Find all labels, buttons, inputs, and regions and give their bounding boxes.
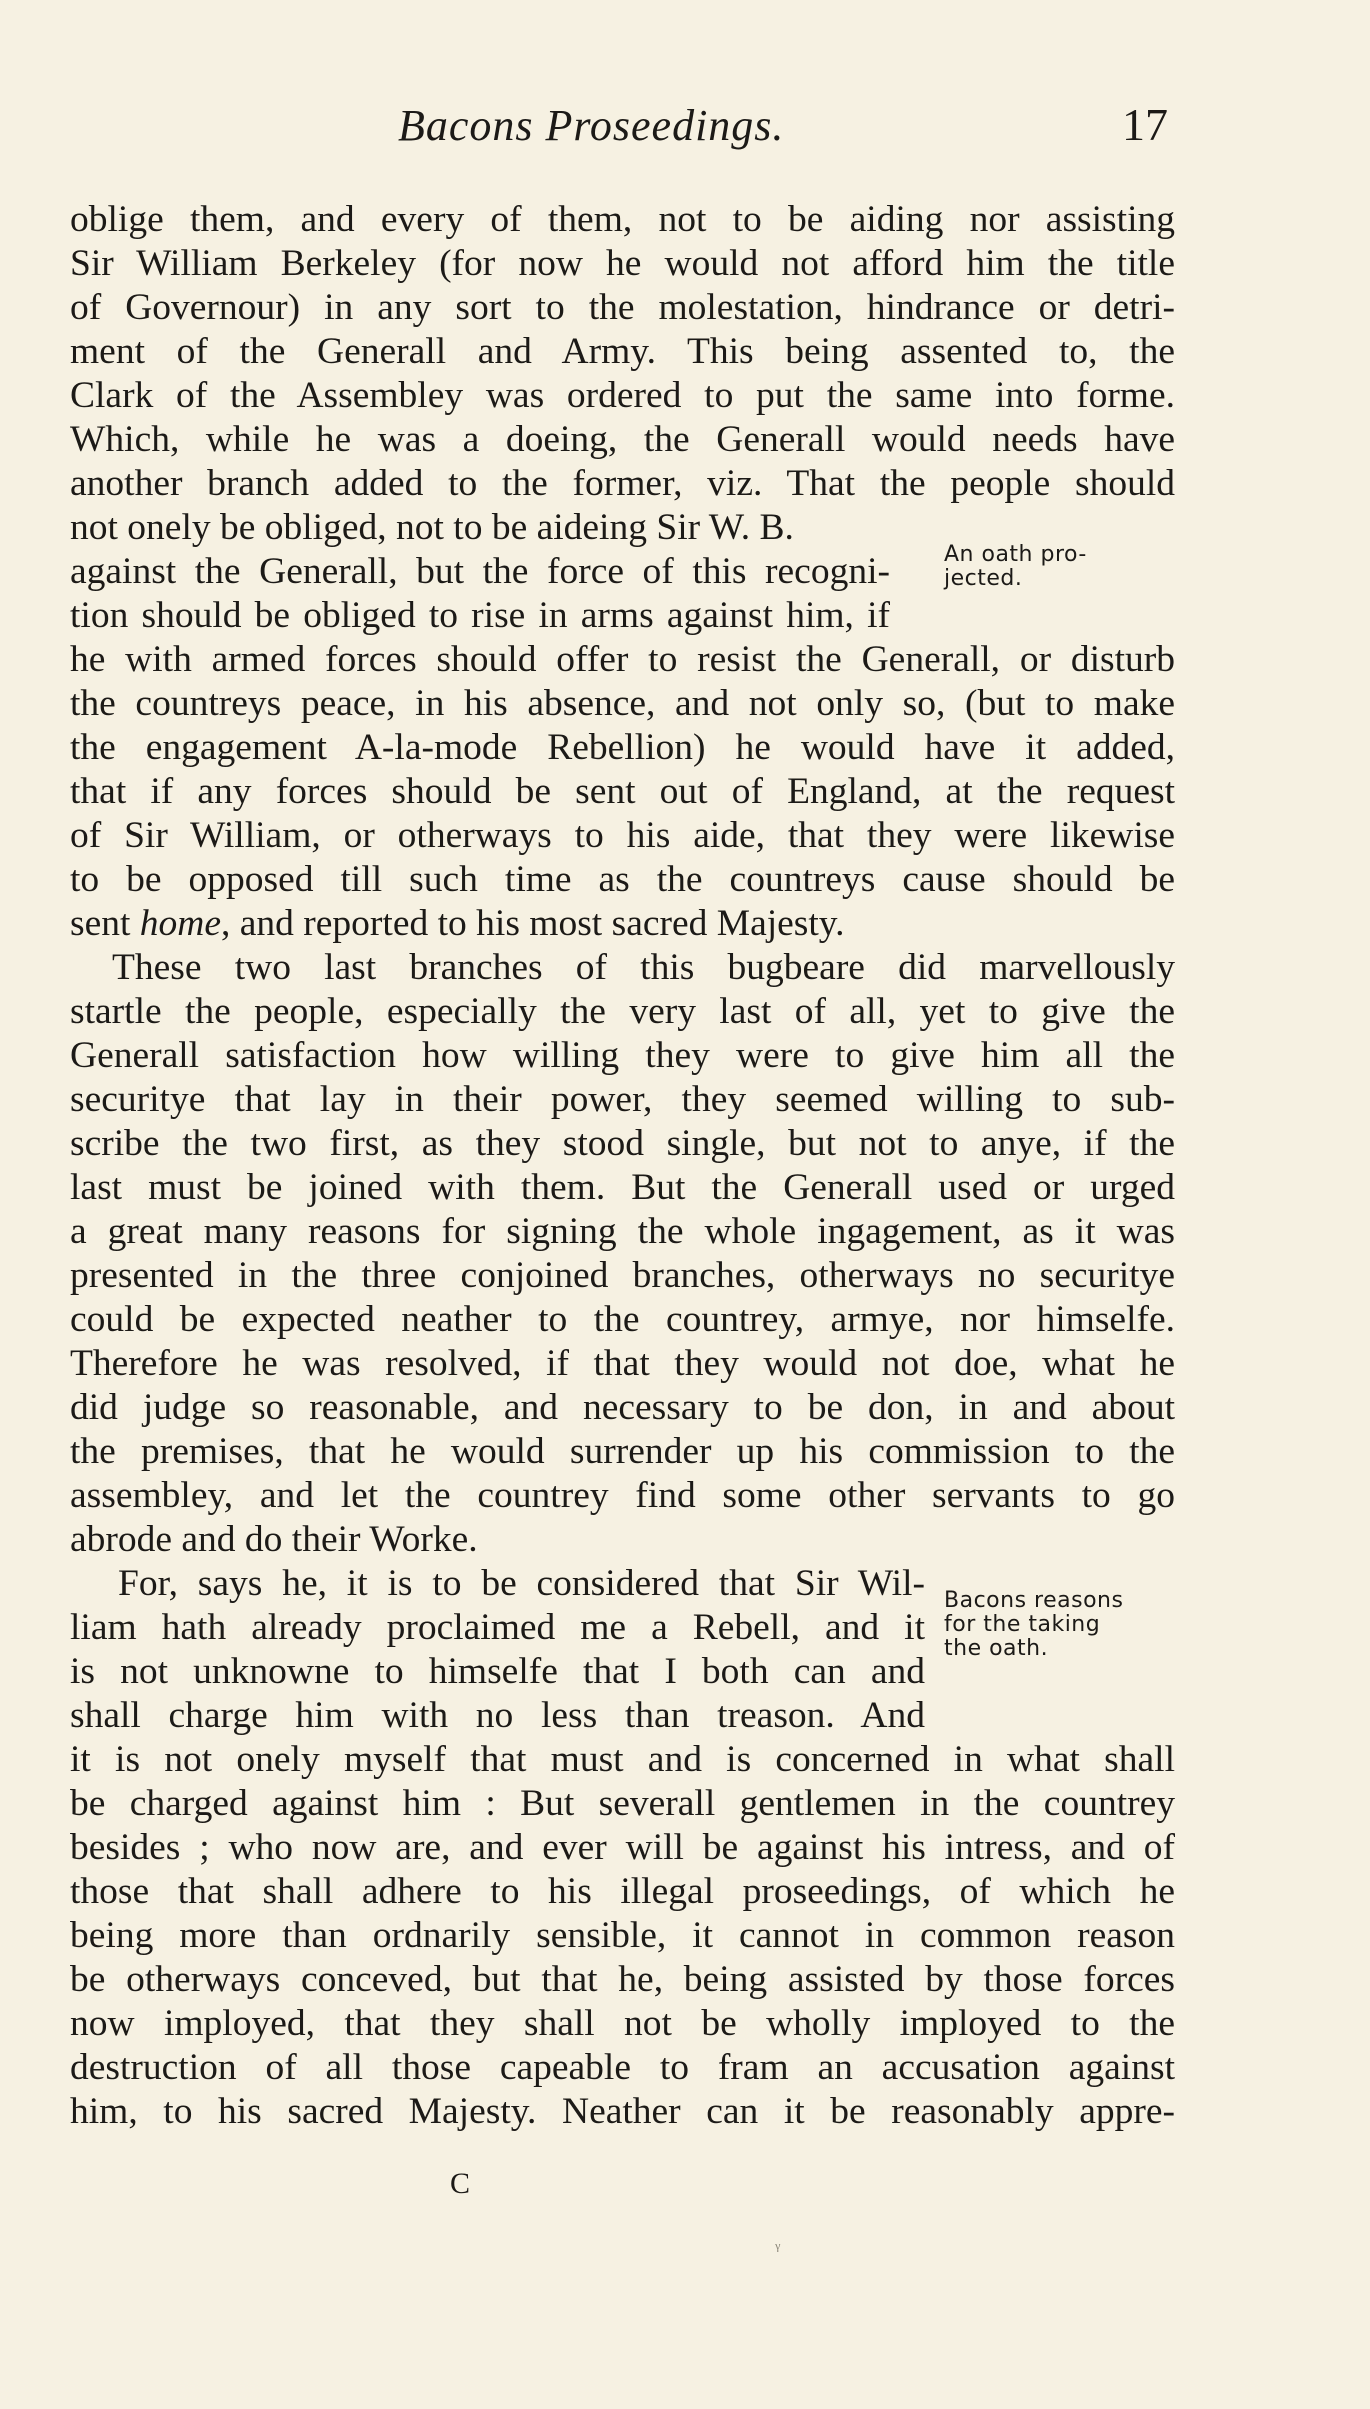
margin-note-line: jected.	[944, 566, 1023, 591]
text-line: the premises, that he would surrender up his commission to the	[70, 1431, 1175, 1472]
text-line: ment of the Generall and Army. This being assented to, the	[70, 331, 1175, 372]
text-line: be otherways conceved, but that he, being assisted by those forces	[70, 1959, 1175, 2000]
text-line: startle the people, especially the very last of all, yet to give the	[70, 991, 1175, 1032]
margin-note-line: An oath pro-	[944, 542, 1087, 567]
text-line: abrode and do their Worke.	[70, 1519, 478, 1560]
text-line: oblige them, and every of them, not to be aiding nor assisting	[70, 199, 1175, 240]
text-line: Therefore he was resolved, if that they would not doe, what he	[70, 1343, 1175, 1384]
text-line: presented in the three conjoined branches, otherways no securitye	[70, 1255, 1175, 1296]
margin-note-line: Bacons reasons	[944, 1588, 1124, 1613]
text-line: last must be joined with them. But the Generall used or urged	[70, 1167, 1175, 1208]
margin-note-line: for the taking	[944, 1612, 1101, 1637]
text-line: Generall satisfaction how willing they were to give him all the	[70, 1035, 1175, 1076]
text-line: him, to his sacred Majesty. Neather can it be reasonably appre-	[70, 2091, 1175, 2132]
text-line: those that shall adhere to his illegal proseedings, of which he	[70, 1871, 1175, 1912]
margin-note-oath	[944, 543, 1087, 591]
text-line: a great many reasons for signing the whole ingagement, as it was	[70, 1211, 1175, 1252]
signature-mark: C	[450, 2167, 472, 2200]
text-line: the engagement A-la-mode Rebellion) he would have it added,	[70, 727, 1175, 768]
text-line: scribe the two first, as they stood single, but not to anye, if the	[70, 1123, 1175, 1164]
text-line: Sir William Berkeley (for now he would not afford him the title	[70, 243, 1175, 284]
text-line: For, says he, it is to be considered that Sir Wil-	[118, 1563, 925, 1604]
text-line: sent home, and reported to his most sacred Majesty.	[70, 903, 845, 944]
text-line: These two last branches of this bugbeare did marvellously	[112, 947, 1175, 988]
text-line: Clark of the Assembley was ordered to put the same into forme.	[70, 375, 1175, 416]
text-line: assembley, and let the countrey find some other servants to go	[70, 1475, 1175, 1516]
text-line: that if any forces should be sent out of England, at the request	[70, 771, 1175, 812]
running-title: Bacons Proseedings.	[398, 101, 785, 150]
text-line: of Governour) in any sort to the molestation, hindrance or detri-	[70, 287, 1175, 328]
text-line: be charged against him : But severall gentlemen in the countrey	[70, 1783, 1175, 1824]
text-line: he with armed forces should offer to resist the Generall, or disturb	[70, 639, 1175, 680]
text-line: now imployed, that they shall not be wholly imployed to the	[70, 2003, 1175, 2044]
text-line: shall charge him with no less than treason. And	[70, 1695, 925, 1736]
text-line: did judge so reasonable, and necessary to be don, in and about	[70, 1387, 1175, 1428]
text-line: liam hath already proclaimed me a Rebell, and it	[70, 1607, 925, 1648]
text-line: Which, while he was a doeing, the Generall would needs have	[70, 419, 1175, 460]
text-line: besides ; who now are, and ever will be against his intress, and of	[70, 1827, 1175, 1868]
emphasis: home	[139, 903, 222, 944]
text-line: is not unknowne to himselfe that I both can and	[70, 1651, 925, 1692]
text-line: the countreys peace, in his absence, and not only so, (but to make	[70, 683, 1175, 724]
page-number: 17	[1122, 99, 1168, 150]
text-line: to be opposed till such time as the countreys cause should be	[70, 859, 1175, 900]
text-line: securitye that lay in their power, they seemed willing to sub-	[70, 1079, 1175, 1120]
text-line: tion should be obliged to rise in arms against him, if	[70, 595, 890, 636]
text-line: being more than ordnarily sensible, it cannot in common reason	[70, 1915, 1175, 1956]
margin-note-reasons	[944, 1589, 1123, 1661]
text-line: against the Generall, but the force of this recogni-	[70, 551, 890, 592]
text-line: destruction of all those capeable to fram an accusation against	[70, 2047, 1175, 2088]
margin-note-line: the oath.	[944, 1636, 1049, 1661]
text-line: could be expected neather to the countrey, armye, nor himselfe.	[70, 1299, 1175, 1340]
text-line: another branch added to the former, viz. That the people should	[70, 463, 1175, 504]
text-line: not onely be obliged, not to be aideing Sir W. B.	[70, 507, 794, 548]
stray-mark: ᵞ	[775, 2238, 781, 2260]
text-line: it is not onely myself that must and is concerned in what shall	[70, 1739, 1175, 1780]
text-line: of Sir William, or otherways to his aide, that they were likewise	[70, 815, 1175, 856]
